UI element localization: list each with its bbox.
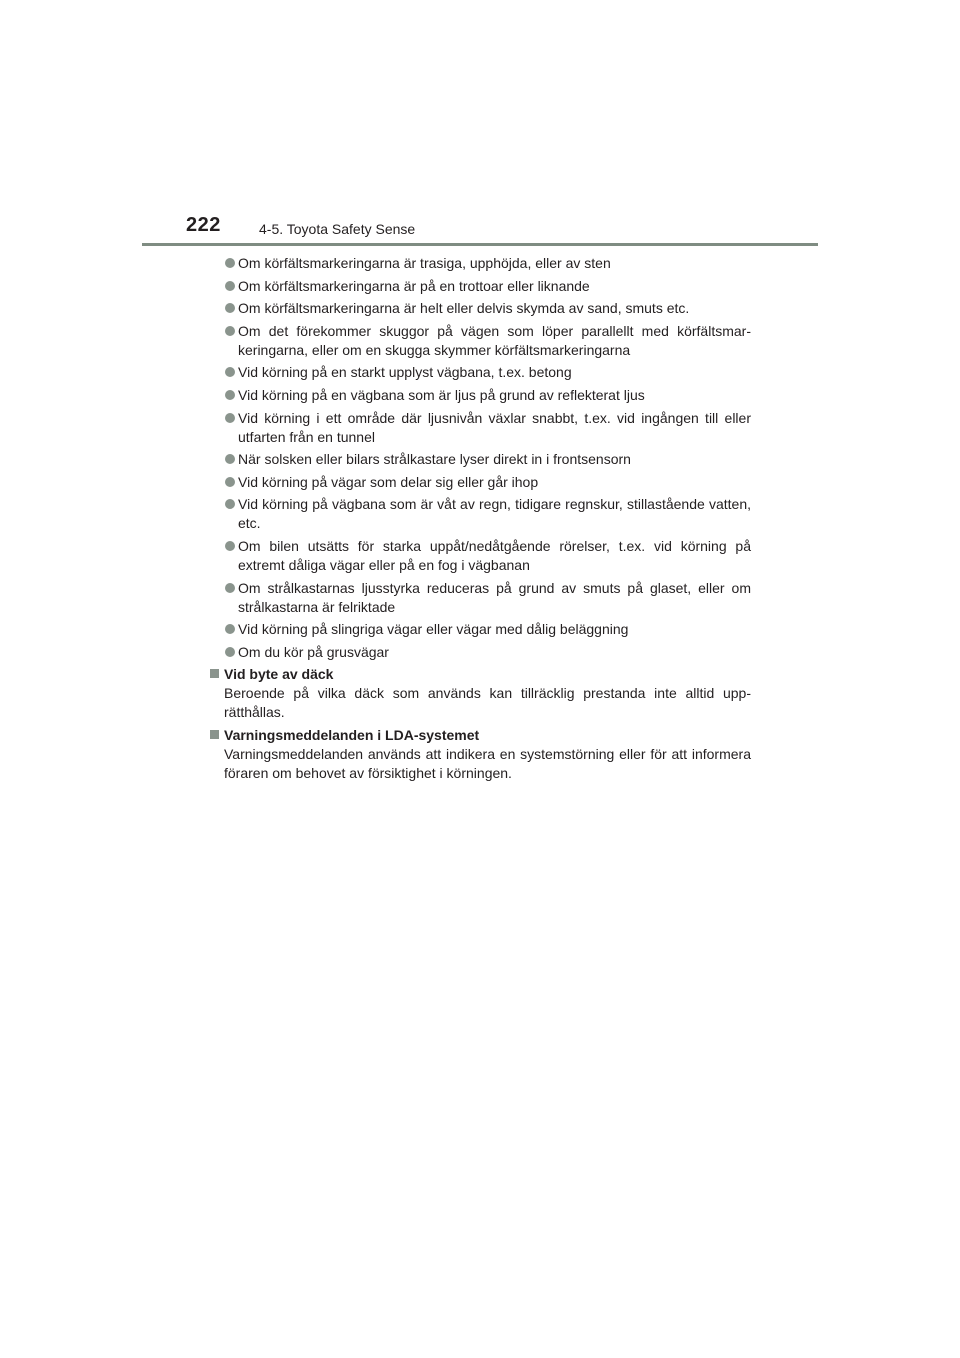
list-item — [209, 537, 751, 575]
list-item — [209, 322, 751, 360]
section-heading: Vid byte av däck — [224, 666, 334, 683]
list-item — [209, 450, 751, 469]
section-body: Beroende på vilka däck som används kan tillräcklig prestanda inte alltid upp-rätthållas. — [224, 685, 751, 721]
square-bullet-icon — [210, 669, 219, 678]
lda-warning-section — [209, 726, 751, 783]
bullet-icon — [225, 499, 235, 509]
list-item-text: Vid körning på vägbana som är våt av regn, tidigare regnskur, stillastående vatten, etc. — [238, 496, 751, 532]
list-item-text: Om körfältsmarkeringarna är trasiga, upphöjda, eller av sten — [238, 255, 611, 271]
list-item — [209, 495, 751, 533]
list-item — [209, 473, 751, 492]
list-item-text: Vid körning på en starkt upplyst vägbana, t.ex. betong — [238, 364, 572, 381]
bullet-icon — [225, 413, 235, 423]
list-item — [209, 299, 751, 318]
list-item-text: Vid körning på en vägbana som är ljus på grund av reflekterat ljus — [238, 386, 645, 403]
bullet-icon — [225, 258, 235, 268]
list-item-text: Om det förekommer skuggor på vägen som löper parallellt med körfältsmar-keringarna, eller om en skugga skymmer körfältsmarkeringarna — [238, 322, 751, 358]
list-item — [209, 386, 751, 405]
list-item — [209, 254, 751, 273]
bullet-icon — [225, 647, 235, 657]
bullet-icon — [225, 281, 235, 291]
condition-list — [209, 254, 751, 662]
list-item — [209, 277, 751, 296]
list-item — [209, 409, 751, 447]
bullet-icon — [225, 624, 235, 634]
list-item — [209, 643, 751, 662]
bullet-icon — [225, 541, 235, 551]
bullet-icon — [225, 326, 235, 336]
list-item-text: Om du kör på grusvägar — [238, 643, 389, 660]
bullet-icon — [225, 367, 235, 377]
list-item-text: När solsken eller bilars strålkastare lyser direkt in i frontsensorn — [238, 451, 631, 468]
section-heading: Varningsmeddelanden i LDA-systemet — [224, 727, 480, 744]
bullet-icon — [225, 390, 235, 400]
bullet-icon — [225, 454, 235, 464]
tire-change-section — [209, 665, 751, 722]
page-header — [0, 0, 960, 250]
square-bullet-icon — [210, 730, 219, 739]
bullet-icon — [225, 303, 235, 313]
page-content — [209, 254, 751, 787]
header-divider — [142, 243, 818, 246]
list-item-text: Vid körning i ett område där ljusnivån växlar snabbt, t.ex. vid ingången till eller utfarten från en tunnel — [238, 409, 751, 445]
section-title: 4-5. Toyota Safety Sense — [259, 221, 416, 237]
list-item — [209, 620, 751, 639]
list-item — [209, 579, 751, 617]
list-item-text: Vid körning på vägar som delar sig eller går ihop — [238, 473, 539, 490]
section-body: Varningsmeddelanden används att indikera en systemstörning eller för att informera föraren om behovet av försiktighet i körningen. — [224, 746, 751, 782]
list-item — [209, 363, 751, 382]
list-item-text: Vid körning på slingriga vägar eller vägar med dålig beläggning — [238, 621, 629, 638]
page-number: 222 — [186, 214, 221, 236]
bullet-icon — [225, 477, 235, 487]
list-item-text: Om bilen utsätts för starka uppåt/nedåtgående rörelser, t.ex. vid körning på extremt dåliga vägar eller på en fog i vägbanan — [238, 537, 751, 573]
bullet-icon — [225, 583, 235, 593]
list-item-text: Om körfältsmarkeringarna är helt eller delvis skymda av sand, smuts etc. — [238, 300, 690, 317]
list-item-text: Om strålkastarnas ljusstyrka reduceras på grund av smuts på glaset, eller om strålkastarna är felriktade — [238, 579, 751, 615]
list-item-text: Om körfältsmarkeringarna är på en trottoar eller liknande — [238, 277, 590, 294]
